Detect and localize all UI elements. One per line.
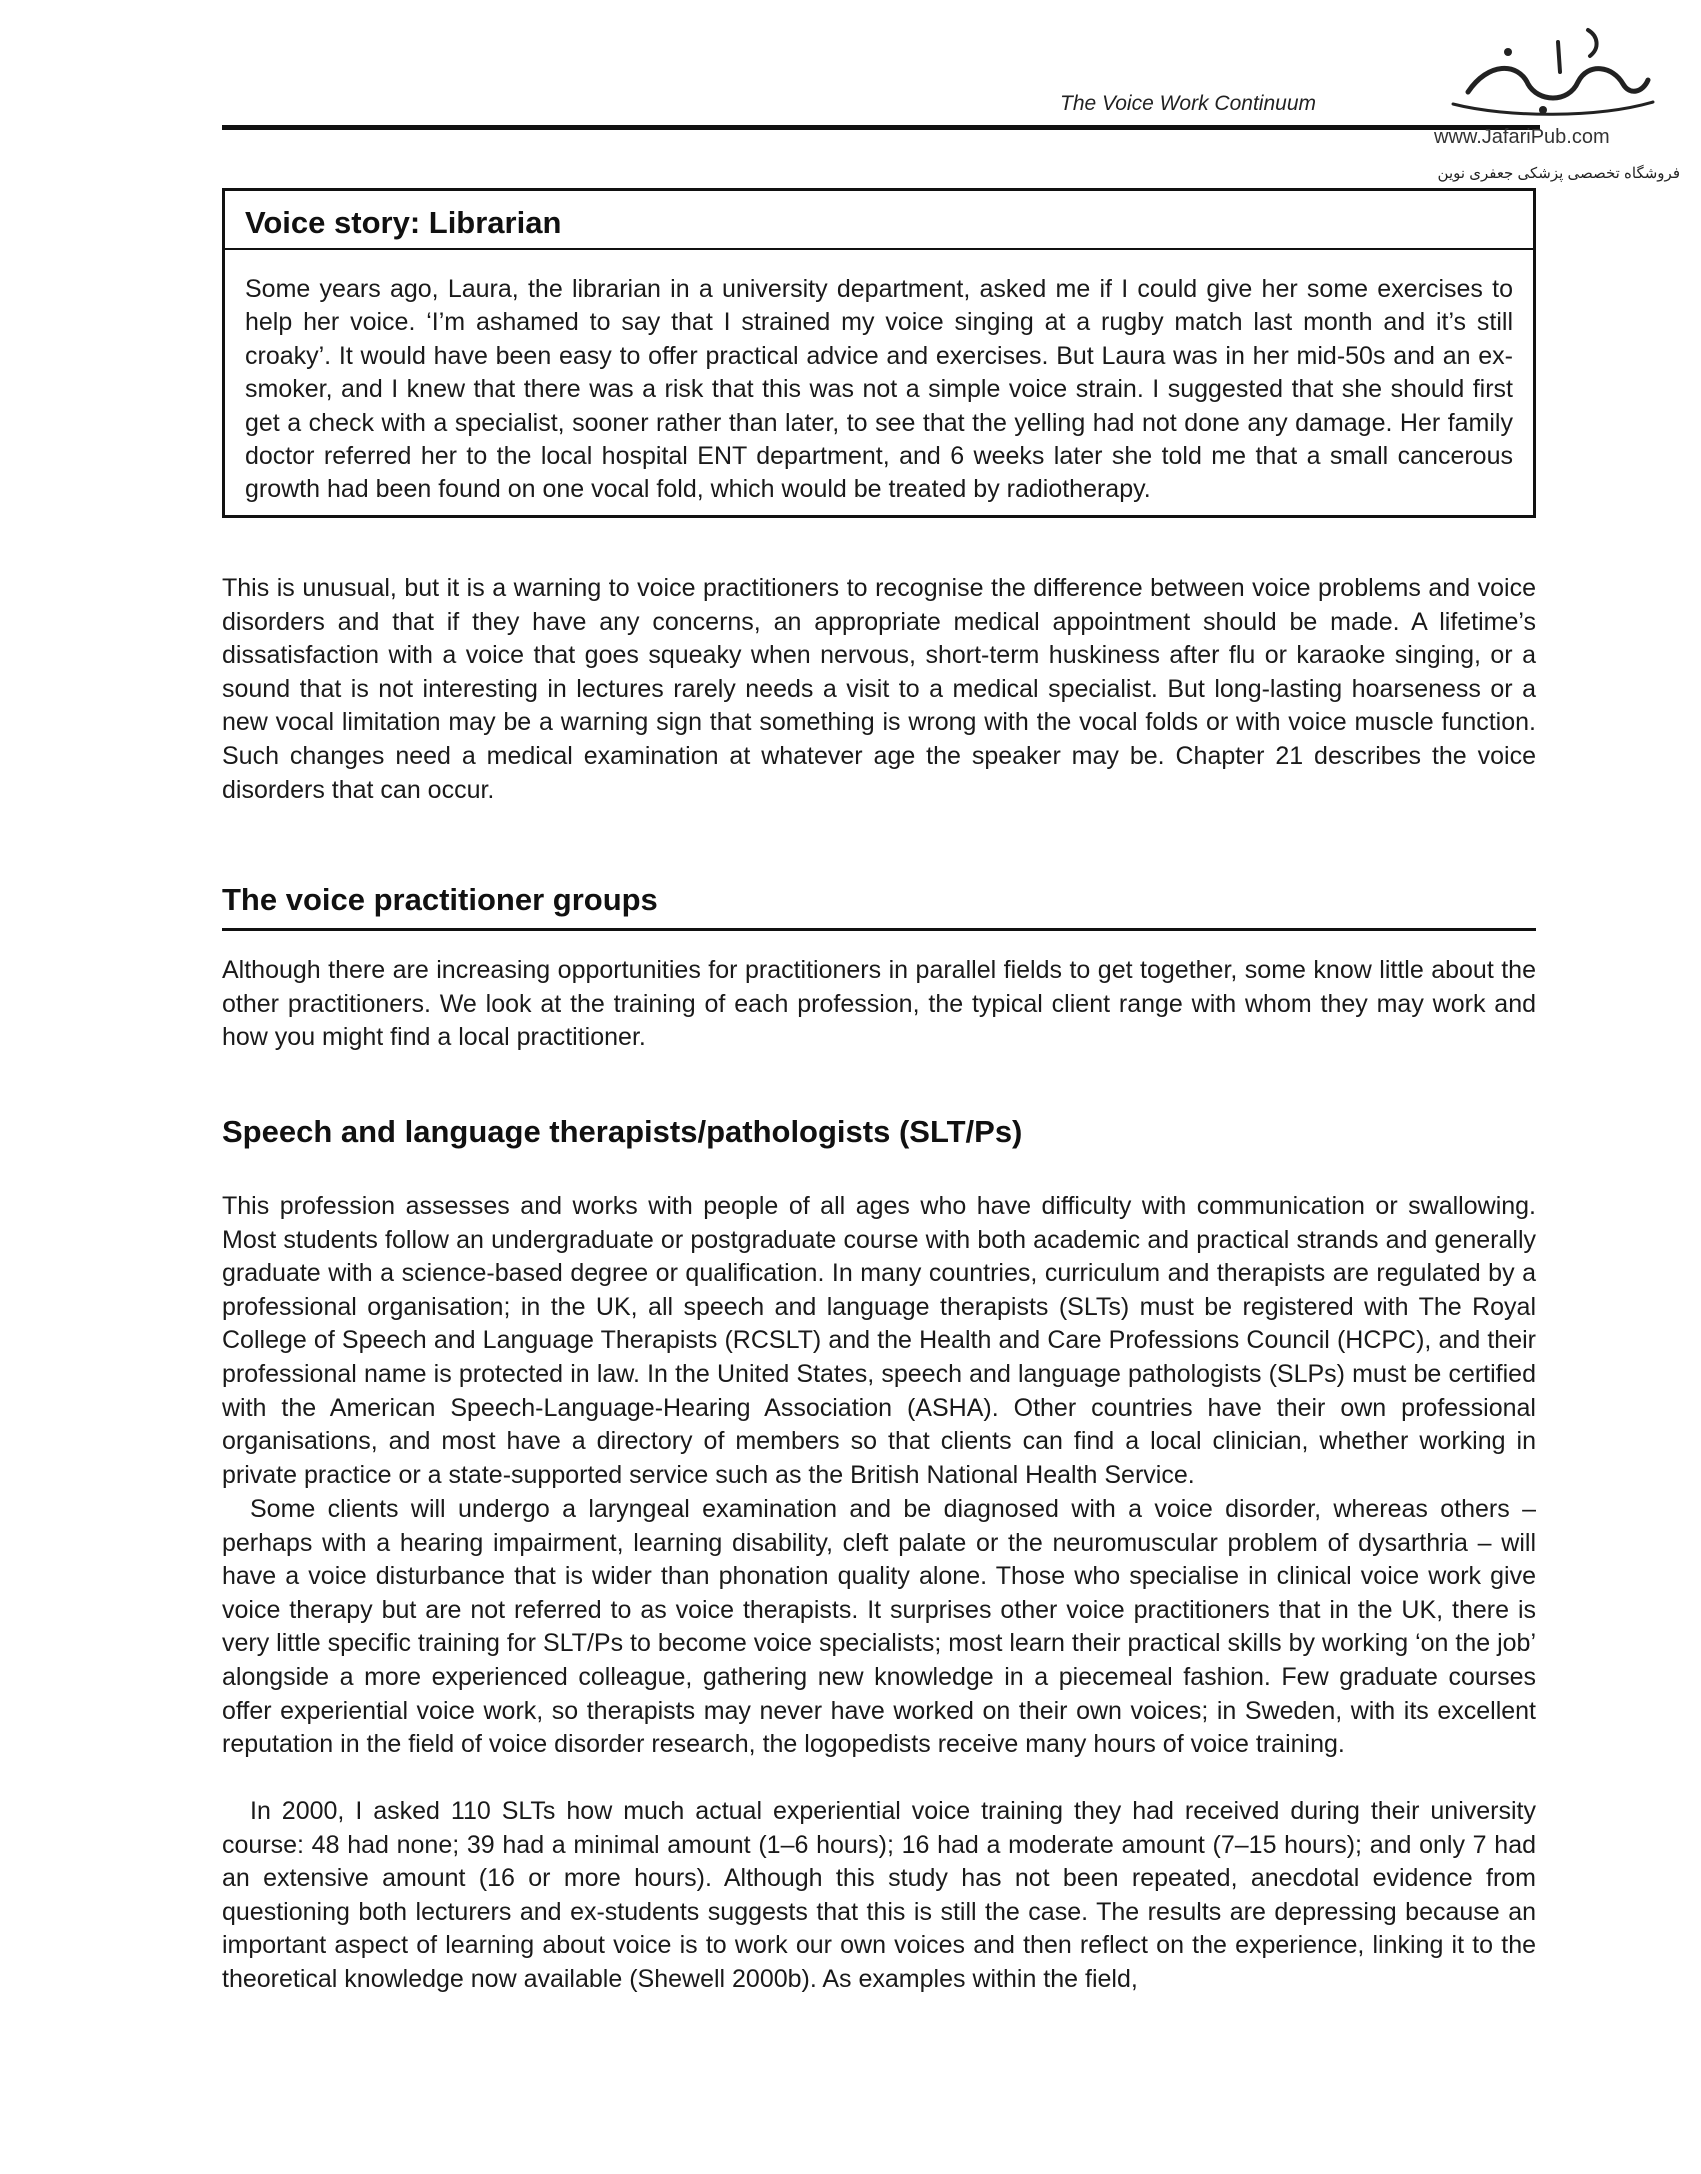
voice-story-title: Voice story: Librarian bbox=[245, 205, 562, 240]
paragraph-groups: Although there are increasing opportunities for practitioners in parallel fields to get together, some know little about the other practitioners. We look at the training of each profession, the typical client range with whom they may work and how you might find a local practitioner. bbox=[222, 956, 1536, 1052]
publisher-logo bbox=[1418, 22, 1680, 192]
calligraphy-logo-icon bbox=[1448, 22, 1658, 122]
heading-practitioner-groups: The voice practitioner groups bbox=[222, 882, 658, 917]
paragraph-slt-2: Some clients will undergo a laryngeal examination and be diagnosed with a voice disorder, whereas others – perhaps with a hearing impairment, learning disability, cleft palate or the neuromuscular problem of dysarthria – will have a voice disturbance that is wider than phonation quality alone. Those who specialise in clinical voice work give voice therapy but are not referred to as voice therapists. It surprises other voice practitioners that in the UK, there is very little specific training for SLT/Ps to become voice specialists; most learn their practical skills by working ‘on the job’ alongside a more experienced colleague, gathering new knowledge in a piecemeal fashion. Few graduate courses offer experiential voice work, so therapists may never have worked on their own voices; in Sweden, with its excellent reputation in the field of voice disorder research, the logopedists receive many hours of voice training. bbox=[222, 1495, 1536, 1759]
running-head: The Voice Work Continuum bbox=[1060, 92, 1316, 115]
voice-story-box bbox=[222, 188, 1536, 518]
header-rule bbox=[222, 125, 1540, 130]
voice-story-rule bbox=[225, 248, 1533, 250]
heading-rule bbox=[222, 928, 1536, 931]
logo-tagline: فروشگاه تخصصی پزشکی جعفری نوین bbox=[1437, 165, 1680, 182]
paragraph-slt-1: This profession assesses and works with people of all ages who have difficulty with communication or swallowing. Most students follow an undergraduate or postgraduate course with both academic and practical strands and generally graduate with a science-based degree or qualification. In many countries, curriculum and therapists are regulated by a professional organisation; in the UK, all speech and language therapists (SLTs) must be registered with The Royal College of Speech and Language Therapists (RCSLT) and the Health and Care Professions Council (HCPC), and their professional name is protected in law. In the United States, speech and language pathologists (SLPs) must be certified with the American Speech-Language-Hearing Association (ASHA). Other countries have their own professional organisations, and most have a directory of members so that clients can find a local clinician, whether working in private practice or a state-supported service such as the British National Health Service. bbox=[222, 1192, 1536, 1489]
heading-slt: Speech and language therapists/pathologists (SLT/Ps) bbox=[222, 1114, 1023, 1149]
paragraph-slt-3: In 2000, I asked 110 SLTs how much actual experiential voice training they had received during their university course: 48 had none; 39 had a minimal amount (1–6 hours); 16 had a moderate amount (7–15 hours); and only 7 had an extensive amount (16 or more hours). Although this study has not been repeated, anecdotal evidence from questioning both lecturers and ex-students suggests that this is still the case. The results are depressing because an important aspect of learning about voice is to work our own voices and then reflect on the experience, linking it to the theoretical knowledge now available (Shewell 2000b). As examples within the field, bbox=[222, 1797, 1536, 1993]
logo-url: www.JafariPub.com bbox=[1434, 126, 1610, 148]
voice-story-text: Some years ago, Laura, the librarian in a university department, asked me if I could give her some exercises to help her voice. ‘I’m ashamed to say that I strained my voice singing at a rugby match last month and it’s still croaky’. It would have been easy to offer practical advice and exercises. But Laura was in her mid-50s and an ex-smoker, and I knew that there was a risk that this was not a simple voice strain. I suggested that she should first get a check with a specialist, sooner rather than later, to see that the yelling had not done any damage. Her family doctor referred her to the local hospital ENT department, and 6 weeks later she told me that a small cancerous growth had been found on one vocal fold, which would be treated by radiotherapy. bbox=[245, 275, 1513, 504]
paragraph-warning: This is unusual, but it is a warning to voice practitioners to recognise the difference between voice problems and voice disorders and that if they have any concerns, an appropriate medical appointment should be made. A lifetime’s dissatisfaction with a voice that goes squeaky when nervous, short-term huskiness after flu or karaoke singing, or a sound that is not interesting in lectures rarely needs a visit to a medical specialist. But long-lasting hoarseness or a new vocal limitation may be a warning sign that something is wrong with the vocal folds or with voice muscle function. Such changes need a medical examination at whatever age the speaker may be. Chapter 21 describes the voice disorders that can occur. bbox=[222, 574, 1536, 804]
